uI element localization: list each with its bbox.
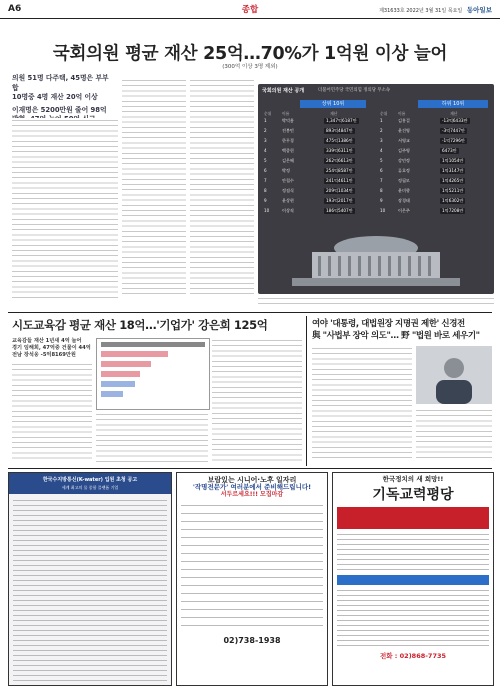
rank: 3 [264,138,267,143]
member-name: 강민정 [398,158,410,163]
kwater-ad-title: 한국수지방통신(K-water) 입원 초청 공고 [42,477,138,483]
politics-headline-1: 여야 '대통령, 대법원장 지명권 제한' 신경전 [312,319,465,329]
asset-value: -13억6433만 [442,118,468,123]
rank: 7 [264,178,267,183]
rank: 8 [264,188,267,193]
page-number: A6 [8,4,22,14]
party-ad-name: 기독교력평당 [372,487,454,503]
party-ad-phone: 전화 : 02)868-7735 [379,652,447,660]
rank: 9 [380,198,383,203]
asset-value: 6473만 [442,148,457,153]
education-chart [96,338,210,410]
edu-article-col2 [96,412,208,462]
ad-kwater [8,472,172,686]
newspaper-logo: 동아일보 [466,6,492,14]
col-assets-r: 재산 [450,111,458,116]
col-name: 이름 [282,111,290,116]
politics-article-col1 [312,346,412,462]
edu-article-col3 [212,338,302,462]
column-divider [306,316,307,466]
rank: 9 [264,198,267,203]
rank: 4 [380,148,383,153]
senior-ad-phone: 02)738-1938 [223,636,281,645]
party-ad-banner1 [337,507,489,529]
party-ad-banner2 [337,575,489,585]
article-tail [258,296,494,304]
person-photo-icon [416,346,492,404]
edu-bar-4 [101,381,135,387]
deck-line-3: 이재명은 5200만원 줄어 98억 [12,105,107,114]
rank: 1 [380,118,383,123]
rank: 1 [264,118,267,123]
rank: 7 [380,178,383,183]
party-ad-text1 [337,532,489,572]
issue-meta [379,5,492,14]
rank: 3 [380,138,383,143]
section-divider [8,312,492,313]
col-assets: 재산 [330,111,338,116]
member-name: 안철수 [282,178,294,183]
edu-deck-2: 경기 임해희, 47억중 건물이 44억 [12,345,91,351]
infobox-title: 국회의원 재산 공개 [262,88,305,94]
rank: 8 [380,188,383,193]
senior-ad-title: 보람있는 시니어·노후 일자리 [207,476,297,484]
education-deck [12,338,92,359]
infobox-legend: 더불어민주당 국민의힘 정의당 무소속 [318,88,391,93]
asset-value: 186억5407만 [326,208,353,213]
rank: 2 [264,128,267,133]
member-name: 윤상현 [282,198,294,203]
senior-ad-sub: '작명전문가' 여러분에서 준비해드립니다! [192,483,312,491]
edu-bar-5 [101,391,123,397]
asset-value: 1억5211만 [442,188,464,193]
politics-headline-2: 與 "사법부 장악 의도"… 野 "법원 바로 세우기" [312,331,480,341]
ad-senior-jobs [176,472,328,686]
member-name: 전봉민 [282,128,294,133]
party-ad-title: 한국정치의 새 희망!! [382,475,444,483]
asset-value: 893억4847만 [326,128,353,133]
member-name: 한무경 [282,138,294,143]
top10-caption: 상위 10위 [300,100,366,108]
asset-value: 1,347억6187만 [326,118,357,123]
edu-bar-3 [101,371,140,377]
kwater-ad-body [13,498,167,684]
edu-article-col1 [12,362,92,462]
member-name: 박정 [282,168,290,173]
rank: 10 [264,208,270,213]
politics-headline [312,318,494,342]
edu-bar-1 [101,351,168,357]
deck-line-1: 의원 51명 다주택, 45명은 부부합 [12,74,109,92]
rank: 4 [264,148,267,153]
asset-value: 1억4265만 [442,178,464,183]
party-ad-text2 [337,588,489,648]
senior-ad-body [181,502,323,632]
page-header [0,0,500,19]
deck-line-2: 10명중 4명 재산 20억 이상 [12,93,98,101]
member-name: 김홍걸 [398,118,410,123]
top-subhead: (300억 이상 3명 제외) [222,64,278,70]
asset-value: 1억1054만 [442,158,464,163]
rank: 5 [380,158,383,163]
article-column-1 [12,118,118,298]
assembly-building-image [262,222,490,290]
asset-value: 1억6302만 [442,198,464,203]
section-name: 종합 [241,5,259,15]
asset-value: 339억6311만 [326,148,353,153]
article-column-2 [122,78,186,298]
member-name: 이상직 [282,208,294,213]
asset-value: 254억8587만 [326,168,353,173]
member-name: 윤건영 [398,128,410,133]
ads-divider [8,468,492,469]
issue-date: 제31633호 2022년 3월 31일 목요일 [379,8,463,14]
asset-value: 241억4611만 [326,178,353,183]
asset-value: -3억7447만 [442,128,465,133]
edu-chart-title-bar [101,342,205,347]
top-deck [12,74,112,125]
edu-deck-1: 교육감들 재산 1년새 4억 늘어 [12,338,82,344]
col-name-r: 이름 [398,111,406,116]
asset-value: 475억1386만 [326,138,353,143]
asset-value: 193억2017만 [326,198,353,203]
member-name: 류호정 [398,168,410,173]
member-name: 정필모 [398,178,410,183]
kwater-ad-sub: 세계 최고의 물 종합 플랫폼 기업 [61,485,119,490]
rank: 6 [380,168,383,173]
col-rank: 순위 [264,111,272,116]
member-name: 정점식 [282,188,294,193]
asset-value: 1억3147만 [442,168,464,173]
rank: 6 [264,168,267,173]
ad-party [332,472,494,686]
member-name: 김은혜 [282,158,294,163]
politics-article-col2 [416,408,492,462]
member-name: 장경태 [398,198,410,203]
member-name: 김주영 [398,148,410,153]
politics-photo [416,346,492,404]
senior-ad-tag: 서두르세요!!! 모집마감 [220,491,284,498]
bottom10-caption: 하위 10위 [418,100,488,108]
member-name: 윤미향 [398,188,410,193]
asset-value: -1억7296만 [442,138,465,143]
edu-deck-3: 전남 장석웅 -5억8169만원 [12,352,76,358]
rank: 10 [380,208,386,213]
member-name: 백종헌 [282,148,294,153]
member-name: 박덕흠 [282,118,294,123]
col-rank-r: 순위 [380,111,388,116]
member-name: 이은주 [398,208,410,213]
education-headline: 시도교육감 평균 재산 18억…'기업가' 강은희 125억 [12,318,268,332]
article-column-3 [190,78,254,298]
edu-bar-2 [101,361,151,367]
rank: 5 [264,158,267,163]
rank: 2 [380,128,383,133]
top-headline: 국회의원 평균 재산 25억…70%가 1억원 이상 늘어 [52,44,448,64]
asset-value: 209억1034만 [326,188,353,193]
member-name: 서영교 [398,138,410,143]
asset-value: 262억6613만 [326,158,353,163]
kwater-ad-header [9,473,171,494]
asset-value: 1억7208만 [442,208,464,213]
